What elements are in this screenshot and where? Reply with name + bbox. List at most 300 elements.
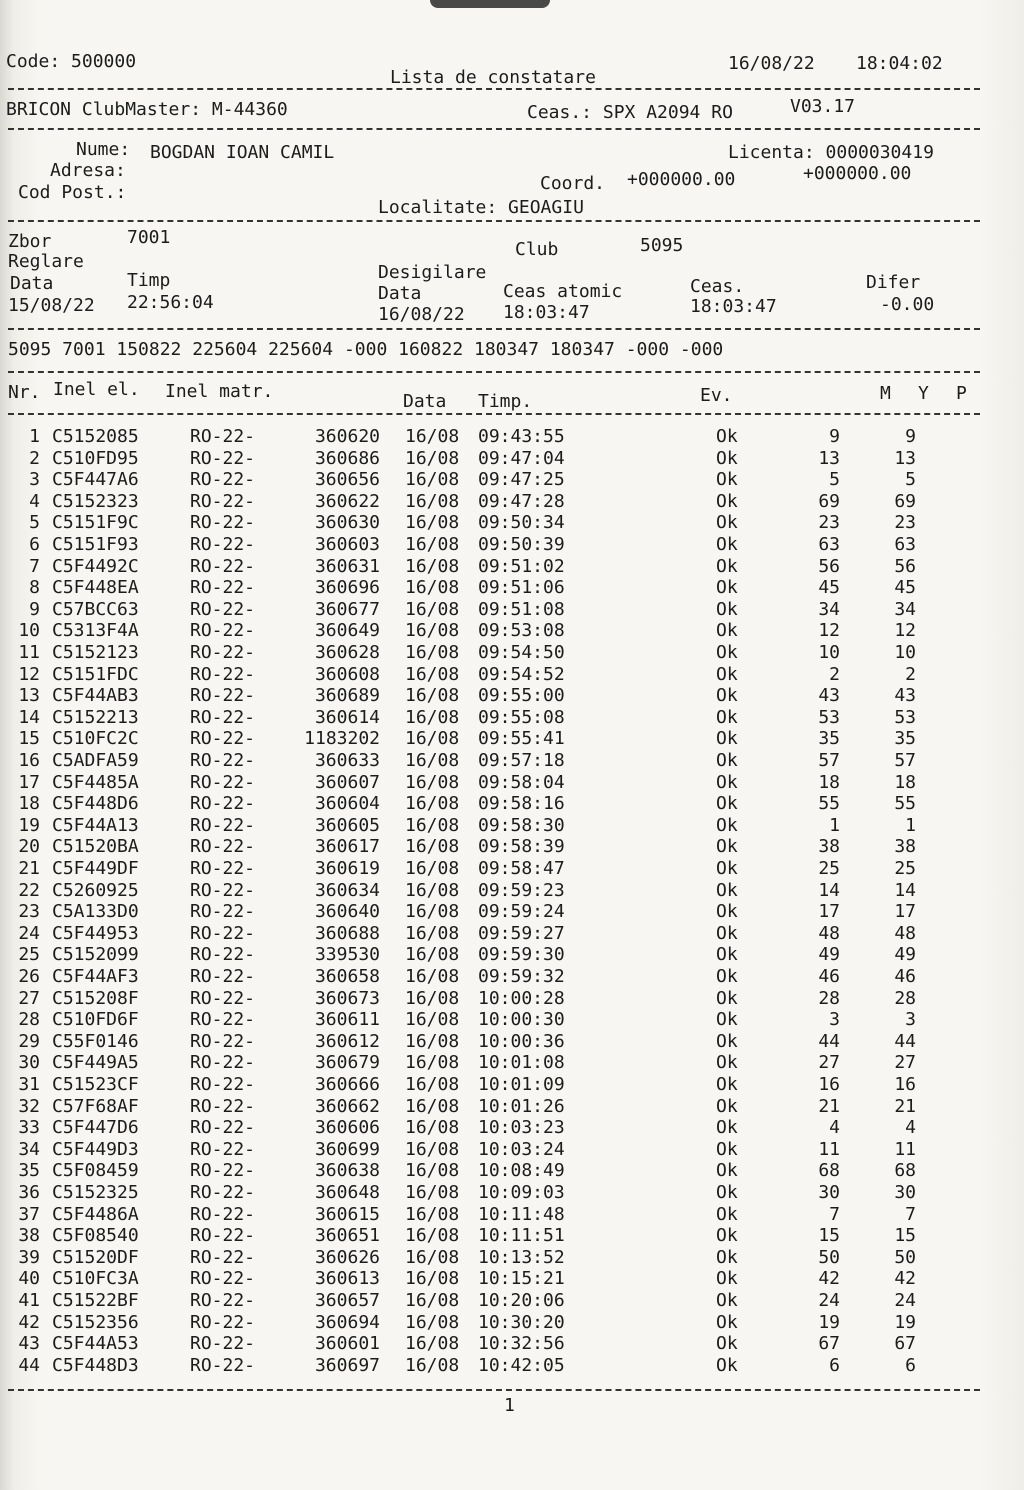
sosire-timp: 09:43:55 xyxy=(478,426,565,447)
col-y: 67 xyxy=(894,1333,916,1355)
separator xyxy=(8,413,980,415)
inel-prefix: RO-22- xyxy=(190,1009,256,1031)
inel-prefix: RO-22- xyxy=(190,1311,256,1333)
col-y: 11 xyxy=(894,1138,916,1160)
table-row xyxy=(0,966,1024,988)
row-nr: 9 xyxy=(29,598,40,620)
eveniment: Ok xyxy=(716,1160,738,1182)
col-m: 21 xyxy=(818,1095,840,1117)
inel-prefix: RO-22- xyxy=(190,728,256,750)
inel-prefix: RO-22- xyxy=(190,1268,256,1290)
row-nr: 21 xyxy=(18,858,40,879)
sosire-data: 16/08 xyxy=(405,534,460,555)
col-m: 68 xyxy=(818,1160,840,1182)
sosire-timp: 10:11:51 xyxy=(478,1225,565,1247)
eveniment: Ok xyxy=(716,1311,738,1333)
sosire-data: 16/08 xyxy=(405,598,460,620)
inel-prefix: RO-22- xyxy=(190,1225,256,1247)
eveniment: Ok xyxy=(716,901,738,923)
inel-matricol: 360630 xyxy=(314,512,380,534)
eveniment: Ok xyxy=(716,1052,738,1074)
inel-matricol: 360689 xyxy=(314,685,380,707)
col-y: 7 xyxy=(905,1203,916,1225)
row-nr: 20 xyxy=(18,836,40,858)
inel-matricol: 360620 xyxy=(314,426,380,447)
sosire-timp: 10:30:20 xyxy=(478,1311,565,1333)
col-y: 45 xyxy=(894,577,916,599)
col-m: 13 xyxy=(818,447,840,469)
separator xyxy=(8,220,980,222)
inel-matricol: 360614 xyxy=(314,706,380,728)
row-nr: 1 xyxy=(29,426,40,447)
row-nr: 44 xyxy=(18,1354,40,1376)
col-y: 24 xyxy=(894,1290,916,1311)
col-m: 25 xyxy=(818,858,840,879)
inel-electronic: C5F448EA xyxy=(52,577,139,599)
sosire-data: 16/08 xyxy=(405,1333,460,1355)
row-nr: 22 xyxy=(18,879,40,901)
inel-prefix: RO-22- xyxy=(190,1030,256,1052)
sosire-timp: 10:03:23 xyxy=(478,1117,565,1139)
sosire-data: 16/08 xyxy=(405,1009,460,1031)
row-nr: 36 xyxy=(18,1182,40,1203)
row-nr: 4 xyxy=(29,490,40,512)
inel-electronic: C5151F9C xyxy=(52,512,139,534)
col-header-m: M xyxy=(880,383,891,404)
inel-electronic: C5F447A6 xyxy=(52,469,139,491)
inel-prefix: RO-22- xyxy=(190,555,256,577)
table-row xyxy=(0,1117,1024,1139)
eveniment: Ok xyxy=(716,426,738,447)
col-m: 6 xyxy=(829,1354,840,1376)
col-header-timp: Timp. xyxy=(478,391,533,412)
sosire-timp: 10:03:24 xyxy=(478,1138,565,1160)
inel-matricol: 360640 xyxy=(314,901,380,923)
inel-prefix: RO-22- xyxy=(190,642,256,663)
row-nr: 35 xyxy=(18,1160,40,1182)
coord-lat: +000000.00 xyxy=(627,169,736,190)
inel-electronic: C5F449D3 xyxy=(52,1138,139,1160)
sosire-data: 16/08 xyxy=(405,771,460,793)
inel-matricol: 360628 xyxy=(314,642,380,663)
col-y: 15 xyxy=(894,1225,916,1247)
col-y: 16 xyxy=(894,1074,916,1095)
col-header-ev: Ev. xyxy=(700,385,733,406)
inel-prefix: RO-22- xyxy=(190,1246,256,1268)
row-nr: 26 xyxy=(18,966,40,987)
row-nr: 34 xyxy=(18,1138,40,1160)
inel-electronic: C5F448D3 xyxy=(52,1354,139,1376)
table-row xyxy=(0,880,1024,902)
col-y: 53 xyxy=(894,706,916,728)
inel-electronic: C5F4485A xyxy=(52,771,139,793)
eveniment: Ok xyxy=(716,1009,738,1031)
sosire-data: 16/08 xyxy=(405,1138,460,1160)
inel-matricol: 360606 xyxy=(314,1117,380,1139)
inel-electronic: C5152213 xyxy=(52,706,139,728)
row-nr: 31 xyxy=(18,1074,40,1095)
table-row xyxy=(0,728,1024,750)
reglare-timp-label: Timp xyxy=(127,270,171,291)
col-y: 42 xyxy=(894,1268,916,1290)
inel-matricol: 360686 xyxy=(314,447,380,469)
col-m: 12 xyxy=(818,620,840,642)
sosire-timp: 09:59:32 xyxy=(478,966,565,987)
col-y: 55 xyxy=(894,793,916,815)
inel-matricol: 360617 xyxy=(314,836,380,858)
sosire-data: 16/08 xyxy=(405,1354,460,1376)
desigilare-label: Desigilare xyxy=(378,262,487,283)
sosire-timp: 10:09:03 xyxy=(478,1182,565,1203)
inel-matricol: 360679 xyxy=(314,1052,380,1074)
col-m: 7 xyxy=(829,1203,840,1225)
eveniment: Ok xyxy=(716,642,738,663)
eveniment: Ok xyxy=(716,944,738,966)
sosire-timp: 09:59:30 xyxy=(478,944,565,966)
col-header-data: Data xyxy=(403,391,447,412)
col-y: 43 xyxy=(894,685,916,707)
col-m: 1 xyxy=(829,814,840,836)
col-y: 19 xyxy=(894,1311,916,1333)
ceas-label: Ceas. xyxy=(690,276,745,297)
inel-electronic: C510FD95 xyxy=(52,447,139,469)
col-y: 28 xyxy=(894,987,916,1009)
inel-prefix: RO-22- xyxy=(190,966,256,987)
col-m: 2 xyxy=(829,663,840,685)
col-y: 35 xyxy=(894,728,916,750)
inel-electronic: C57BCC63 xyxy=(52,598,139,620)
eveniment: Ok xyxy=(716,922,738,944)
row-nr: 3 xyxy=(29,469,40,491)
sosire-timp: 09:55:00 xyxy=(478,685,565,707)
col-header-inel-matr: Inel matr. xyxy=(165,381,274,402)
page-title: Lista de constatare xyxy=(390,67,596,88)
sosire-data: 16/08 xyxy=(405,1074,460,1095)
col-m: 5 xyxy=(829,469,840,491)
eveniment: Ok xyxy=(716,512,738,534)
table-row xyxy=(0,1247,1024,1269)
inel-electronic: C55F0146 xyxy=(52,1030,139,1052)
inel-matricol: 360622 xyxy=(314,490,380,512)
inel-matricol: 360615 xyxy=(314,1203,380,1225)
sosire-timp: 09:51:06 xyxy=(478,577,565,599)
sosire-timp: 10:20:06 xyxy=(478,1290,565,1311)
zbor-label: Zbor xyxy=(8,231,52,252)
table-row xyxy=(0,620,1024,642)
col-m: 10 xyxy=(818,642,840,663)
sosire-timp: 09:47:28 xyxy=(478,490,565,512)
col-y: 63 xyxy=(894,534,916,555)
inel-electronic: C5F44A53 xyxy=(52,1333,139,1355)
col-m: 35 xyxy=(818,728,840,750)
inel-electronic: C5313F4A xyxy=(52,620,139,642)
col-m: 56 xyxy=(818,555,840,577)
col-m: 16 xyxy=(818,1074,840,1095)
col-y: 17 xyxy=(894,901,916,923)
row-nr: 10 xyxy=(18,620,40,642)
inel-electronic: C5F44AF3 xyxy=(52,966,139,987)
clubmaster-id: BRICON ClubMaster: M-44360 xyxy=(6,99,288,120)
sosire-data: 16/08 xyxy=(405,1268,460,1290)
eveniment: Ok xyxy=(716,555,738,577)
sosire-timp: 09:54:50 xyxy=(478,642,565,663)
inel-prefix: RO-22- xyxy=(190,1160,256,1182)
col-m: 34 xyxy=(818,598,840,620)
sosire-data: 16/08 xyxy=(405,879,460,901)
inel-matricol: 360648 xyxy=(314,1182,380,1203)
eveniment: Ok xyxy=(716,1138,738,1160)
eveniment: Ok xyxy=(716,987,738,1009)
sosire-timp: 10:11:48 xyxy=(478,1203,565,1225)
row-nr: 43 xyxy=(18,1333,40,1355)
col-y: 49 xyxy=(894,944,916,966)
inel-matricol: 360662 xyxy=(314,1095,380,1117)
inel-matricol: 1183202 xyxy=(304,728,380,750)
eveniment: Ok xyxy=(716,814,738,836)
reglare-data-label: Data xyxy=(10,273,54,294)
clip-shadow xyxy=(430,0,550,8)
col-y: 44 xyxy=(894,1030,916,1052)
eveniment: Ok xyxy=(716,750,738,771)
col-m: 24 xyxy=(818,1290,840,1311)
sosire-timp: 09:50:39 xyxy=(478,534,565,555)
inel-matricol: 360651 xyxy=(314,1225,380,1247)
reglare-timp: 22:56:04 xyxy=(127,292,214,313)
sosire-timp: 09:47:25 xyxy=(478,469,565,491)
table-row xyxy=(0,1182,1024,1204)
zbor-value: 7001 xyxy=(127,227,171,248)
localitate: Localitate: GEOAGIU xyxy=(378,197,584,218)
inel-prefix: RO-22- xyxy=(190,1354,256,1376)
col-y: 34 xyxy=(894,598,916,620)
sosire-data: 16/08 xyxy=(405,469,460,491)
row-nr: 19 xyxy=(18,814,40,836)
table-row xyxy=(0,858,1024,880)
inel-electronic: C5F44A13 xyxy=(52,814,139,836)
sosire-data: 16/08 xyxy=(405,1203,460,1225)
col-header-nr: Nr. xyxy=(8,382,41,403)
eveniment: Ok xyxy=(716,858,738,879)
col-m: 28 xyxy=(818,987,840,1009)
sosire-data: 16/08 xyxy=(405,1225,460,1247)
table-row xyxy=(0,469,1024,491)
sosire-data: 16/08 xyxy=(405,620,460,642)
eveniment: Ok xyxy=(716,706,738,728)
row-nr: 28 xyxy=(18,1009,40,1031)
sosire-timp: 09:53:08 xyxy=(478,620,565,642)
row-nr: 40 xyxy=(18,1268,40,1290)
sosire-data: 16/08 xyxy=(405,750,460,771)
col-m: 48 xyxy=(818,922,840,944)
table-row xyxy=(0,556,1024,578)
separator xyxy=(8,371,980,373)
col-m: 19 xyxy=(818,1311,840,1333)
sosire-timp: 10:00:36 xyxy=(478,1030,565,1052)
sosire-data: 16/08 xyxy=(405,555,460,577)
inel-matricol: 360666 xyxy=(314,1074,380,1095)
inel-prefix: RO-22- xyxy=(190,577,256,599)
table-row xyxy=(0,772,1024,794)
table-row xyxy=(0,577,1024,599)
inel-matricol: 360688 xyxy=(314,922,380,944)
sosire-timp: 09:55:41 xyxy=(478,728,565,750)
sosire-data: 16/08 xyxy=(405,901,460,923)
eveniment: Ok xyxy=(716,1074,738,1095)
row-nr: 6 xyxy=(29,534,40,555)
sosire-timp: 10:08:49 xyxy=(478,1160,565,1182)
row-nr: 13 xyxy=(18,685,40,707)
desig-data: 16/08/22 xyxy=(378,304,465,325)
cod-post-label: Cod Post.: xyxy=(18,182,127,203)
inel-electronic: C5A133D0 xyxy=(52,901,139,923)
inel-matricol: 360633 xyxy=(314,750,380,771)
row-nr: 32 xyxy=(18,1095,40,1117)
eveniment: Ok xyxy=(716,793,738,815)
inel-prefix: RO-22- xyxy=(190,598,256,620)
inel-electronic: C510FC2C xyxy=(52,728,139,750)
col-y: 46 xyxy=(894,966,916,987)
sosire-timp: 10:01:26 xyxy=(478,1095,565,1117)
sosire-data: 16/08 xyxy=(405,1095,460,1117)
inel-electronic: C510FC3A xyxy=(52,1268,139,1290)
table-row xyxy=(0,1096,1024,1118)
sosire-timp: 09:58:16 xyxy=(478,793,565,815)
code-line: 5095 7001 150822 225604 225604 -000 160822 180347 180347 -000 -000 xyxy=(8,339,724,360)
inel-matricol: 360607 xyxy=(314,771,380,793)
col-y: 5 xyxy=(905,469,916,491)
col-y: 2 xyxy=(905,663,916,685)
row-nr: 24 xyxy=(18,922,40,944)
table-row xyxy=(0,901,1024,923)
inel-matricol: 360649 xyxy=(314,620,380,642)
col-m: 53 xyxy=(818,706,840,728)
row-nr: 29 xyxy=(18,1030,40,1052)
inel-electronic: C5F448D6 xyxy=(52,793,139,815)
col-y: 1 xyxy=(905,814,916,836)
inel-prefix: RO-22- xyxy=(190,987,256,1009)
sosire-data: 16/08 xyxy=(405,663,460,685)
row-nr: 23 xyxy=(18,901,40,923)
col-m: 44 xyxy=(818,1030,840,1052)
inel-matricol: 360631 xyxy=(314,555,380,577)
sosire-timp: 09:59:24 xyxy=(478,901,565,923)
inel-electronic: C5152085 xyxy=(52,426,139,447)
difer-value: -0.00 xyxy=(880,294,935,315)
inel-prefix: RO-22- xyxy=(190,771,256,793)
col-y: 18 xyxy=(894,771,916,793)
inel-matricol: 360612 xyxy=(314,1030,380,1052)
inel-matricol: 360677 xyxy=(314,598,380,620)
inel-electronic: C5F08540 xyxy=(52,1225,139,1247)
row-nr: 7 xyxy=(29,555,40,577)
col-y: 12 xyxy=(894,620,916,642)
col-m: 49 xyxy=(818,944,840,966)
row-nr: 15 xyxy=(18,728,40,750)
inel-prefix: RO-22- xyxy=(190,836,256,858)
table-row xyxy=(0,815,1024,837)
inel-prefix: RO-22- xyxy=(190,447,256,469)
row-nr: 11 xyxy=(18,642,40,663)
sosire-data: 16/08 xyxy=(405,966,460,987)
sosire-data: 16/08 xyxy=(405,706,460,728)
ceas-value: 18:03:47 xyxy=(690,296,777,317)
eveniment: Ok xyxy=(716,966,738,987)
inel-electronic: C5151FDC xyxy=(52,663,139,685)
col-y: 4 xyxy=(905,1117,916,1139)
col-y: 13 xyxy=(894,447,916,469)
sosire-timp: 09:51:02 xyxy=(478,555,565,577)
table-row xyxy=(0,1031,1024,1053)
inel-matricol: 360613 xyxy=(314,1268,380,1290)
inel-electronic: C57F68AF xyxy=(52,1095,139,1117)
inel-prefix: RO-22- xyxy=(190,858,256,879)
inel-electronic: C5151F93 xyxy=(52,534,139,555)
col-y: 23 xyxy=(894,512,916,534)
inel-prefix: RO-22- xyxy=(190,750,256,771)
ceas-atomic-value: 18:03:47 xyxy=(503,302,590,323)
inel-prefix: RO-22- xyxy=(190,706,256,728)
print-date: 16/08/22 xyxy=(728,53,815,74)
eveniment: Ok xyxy=(716,685,738,707)
inel-electronic: C5F449DF xyxy=(52,858,139,879)
sosire-data: 16/08 xyxy=(405,1311,460,1333)
sosire-data: 16/08 xyxy=(405,1030,460,1052)
eveniment: Ok xyxy=(716,598,738,620)
col-y: 21 xyxy=(894,1095,916,1117)
col-m: 23 xyxy=(818,512,840,534)
col-y: 30 xyxy=(894,1182,916,1203)
sosire-timp: 09:51:08 xyxy=(478,598,565,620)
col-m: 30 xyxy=(818,1182,840,1203)
coord-lon: +000000.00 xyxy=(803,163,912,184)
sosire-timp: 09:58:04 xyxy=(478,771,565,793)
sosire-timp: 09:57:18 xyxy=(478,750,565,771)
difer-label: Difer xyxy=(866,272,921,293)
col-m: 50 xyxy=(818,1246,840,1268)
sosire-data: 16/08 xyxy=(405,728,460,750)
inel-prefix: RO-22- xyxy=(190,944,256,966)
sosire-data: 16/08 xyxy=(405,1052,460,1074)
ceas-atomic-label: Ceas atomic xyxy=(503,281,623,302)
row-nr: 25 xyxy=(18,944,40,966)
inel-prefix: RO-22- xyxy=(190,1117,256,1139)
sosire-data: 16/08 xyxy=(405,490,460,512)
table-row xyxy=(0,1268,1024,1290)
sosire-timp: 09:50:34 xyxy=(478,512,565,534)
table-row xyxy=(0,988,1024,1010)
sosire-timp: 10:13:52 xyxy=(478,1246,565,1268)
sosire-data: 16/08 xyxy=(405,685,460,707)
table-row xyxy=(0,750,1024,772)
col-m: 27 xyxy=(818,1052,840,1074)
inel-matricol: 360657 xyxy=(314,1290,380,1311)
sosire-timp: 09:58:30 xyxy=(478,814,565,836)
inel-matricol: 360694 xyxy=(314,1311,380,1333)
inel-prefix: RO-22- xyxy=(190,620,256,642)
table-row xyxy=(0,426,1024,448)
table-row xyxy=(0,491,1024,513)
eveniment: Ok xyxy=(716,534,738,555)
inel-electronic: C51520DF xyxy=(52,1246,139,1268)
eveniment: Ok xyxy=(716,1182,738,1203)
inel-matricol: 360696 xyxy=(314,577,380,599)
inel-prefix: RO-22- xyxy=(190,663,256,685)
sosire-data: 16/08 xyxy=(405,426,460,447)
row-nr: 42 xyxy=(18,1311,40,1333)
eveniment: Ok xyxy=(716,620,738,642)
inel-prefix: RO-22- xyxy=(190,793,256,815)
inel-electronic: C5F44AB3 xyxy=(52,685,139,707)
